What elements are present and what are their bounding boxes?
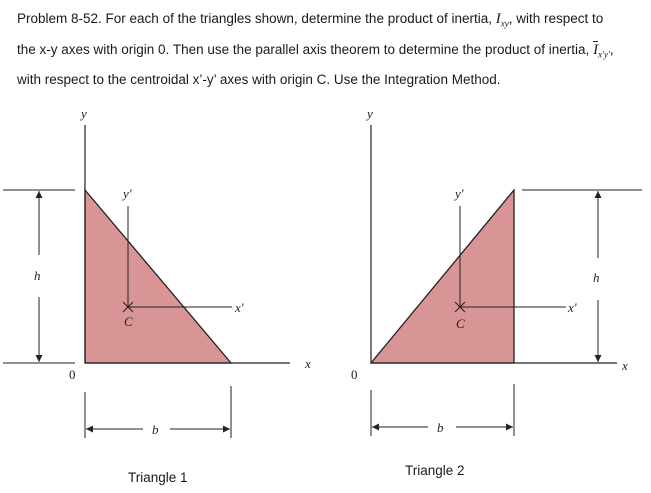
problem-text-2b: , <box>609 41 614 57</box>
triangle-2-yprime-label: y' <box>455 186 464 201</box>
triangle-2-y-label: y <box>367 106 373 121</box>
triangle-1-base-label: b <box>152 422 159 437</box>
triangle-1-yprime-label: y' <box>123 186 132 201</box>
triangle-1-origin-label: 0 <box>69 367 76 382</box>
triangle-2-xprime-label: x' <box>568 300 577 315</box>
problem-text-1a: Problem 8-52. For each of the triangles shown, determine the product of inertia, <box>17 11 496 26</box>
problem-text-1b: , with respect to <box>508 11 604 26</box>
triangle-2-x-label: x <box>622 358 628 373</box>
triangle-2-caption: Triangle 2 <box>405 463 465 478</box>
triangle-2-figure <box>351 106 642 478</box>
triangle-2-shape <box>371 190 514 363</box>
triangle-1-height-label: h <box>34 268 41 283</box>
triangle-1-figure <box>3 106 311 485</box>
triangle-2-origin-label: 0 <box>351 367 358 382</box>
triangle-1-shape <box>85 190 231 363</box>
triangle-1-xprime-label: x' <box>235 300 244 315</box>
ibar-symbol: $\overline{I}$ <box>593 41 599 58</box>
problem-text-2a: the x-y axes with origin 0. Then use the parallel axis theorem to determine the product of inertia, <box>17 41 594 57</box>
ibar-subscript: x'y' <box>598 49 610 60</box>
triangle-2-base-label: b <box>437 420 444 435</box>
ixy-symbol: I <box>495 11 501 27</box>
triangle-1-y-label: y <box>81 106 87 121</box>
triangle-1-centroid-label: C <box>124 314 133 329</box>
ixy-subscript: xy <box>500 18 509 29</box>
triangle-1-x-label: x <box>305 356 311 371</box>
triangle-2-height-label: h <box>593 270 600 285</box>
triangle-1-caption: Triangle 1 <box>128 470 188 485</box>
problem-line-3: with respect to the centroidal x’-y’ axes with origin C. Use the Integration Method. <box>17 72 501 88</box>
triangle-2-centroid-label: C <box>456 316 465 331</box>
